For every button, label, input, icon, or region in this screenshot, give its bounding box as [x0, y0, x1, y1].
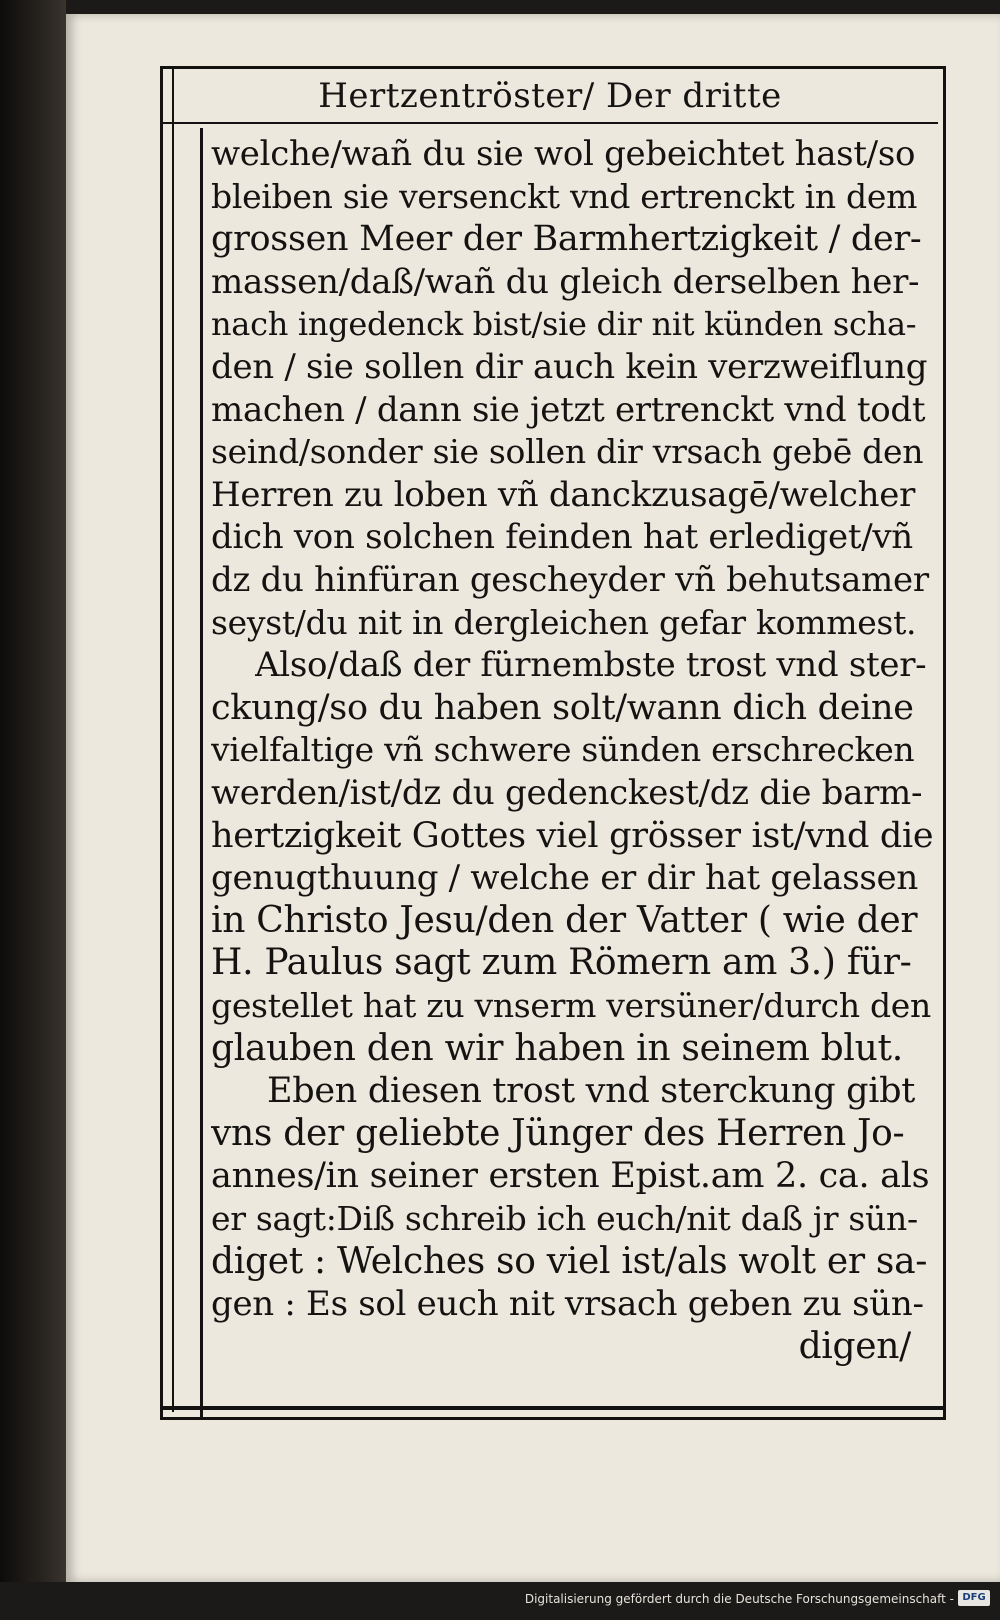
text-line: bleiben sie versenckt vnd ertrenckt in dem	[211, 176, 918, 216]
text-line: digen/	[798, 1325, 911, 1367]
text-line: vns der geliebte Jünger des Herren Jo-	[211, 1112, 905, 1154]
text-line: seyst/du nit in dergleichen gefar kommest.	[211, 602, 917, 642]
text-line: nach ingedenck bist/sie dir nit künden scha-	[211, 305, 917, 344]
text-line: welche/wañ du sie wol gebeichtet hast/so	[211, 134, 916, 174]
text-line: hertzigkeit Gottes viel grösser ist/vnd die	[211, 815, 933, 856]
text-line: glauben den wir haben in seinem blut.	[211, 1027, 903, 1069]
text-line: er sagt:Diß schreib ich euch/nit daß jr sün-	[211, 1199, 918, 1238]
digitization-credit: Digitalisierung gefördert durch die Deutsche Forschungsgemeinschaft -	[524, 1592, 954, 1606]
text-line: annes/in seiner ersten Epist.am 2. ca. als	[211, 1156, 930, 1197]
running-title: Hertzentröster/ Der dritte	[318, 76, 782, 116]
frame-inner-rule	[172, 68, 174, 1412]
text-line: werden/ist/dz du gedenckest/dz die barm-	[211, 773, 923, 813]
text-line: in Christo Jesu/den der Vatter ( wie der	[211, 899, 918, 941]
text-line: vielfaltige vñ schwere sünden erschrecken	[211, 730, 915, 770]
text-line: grossen Meer der Barmhertzigkeit / der-	[211, 219, 922, 260]
text-line: diget : Welches so viel ist/als wolt er sa-	[211, 1240, 928, 1282]
text-line: dich von solchen feinden hat erlediget/vñ	[211, 517, 913, 558]
text-line: Herren zu loben vñ danckzusagē/welcher	[211, 474, 916, 515]
text-line: gestellet hat zu vnserm versüner/durch den	[211, 986, 931, 1025]
text-line: Also/daß der fürnembste trost vnd ster-	[255, 645, 927, 686]
text-line: ckung/so du haben solt/wann dich deine	[211, 687, 914, 728]
page-header	[162, 70, 938, 124]
text-line: machen / dann sie jetzt ertrenckt vnd todt	[211, 389, 926, 430]
text-body	[200, 128, 937, 1418]
text-line: massen/daß/wañ du gleich derselben her-	[211, 261, 920, 302]
text-line: genugthuung / welche er dir hat gelassen	[211, 858, 918, 899]
dfg-logo: DFG	[958, 1590, 990, 1606]
text-line: dz du hinfüran gescheyder vñ behutsamer	[211, 560, 929, 600]
text-line: den / sie sollen dir auch kein verzweiflung	[211, 347, 928, 387]
bottom-rule	[160, 1406, 946, 1410]
book-spine-shadow	[0, 0, 66, 1620]
text-line: seind/sonder sie sollen dir vrsach gebē den	[211, 432, 924, 472]
text-line: H. Paulus sagt zum Römern am 3.) für-	[211, 942, 912, 984]
text-line: Eben diesen trost vnd sterckung gibt	[267, 1071, 916, 1112]
text-line: gen : Es sol euch nit vrsach geben zu sün-	[211, 1284, 924, 1325]
